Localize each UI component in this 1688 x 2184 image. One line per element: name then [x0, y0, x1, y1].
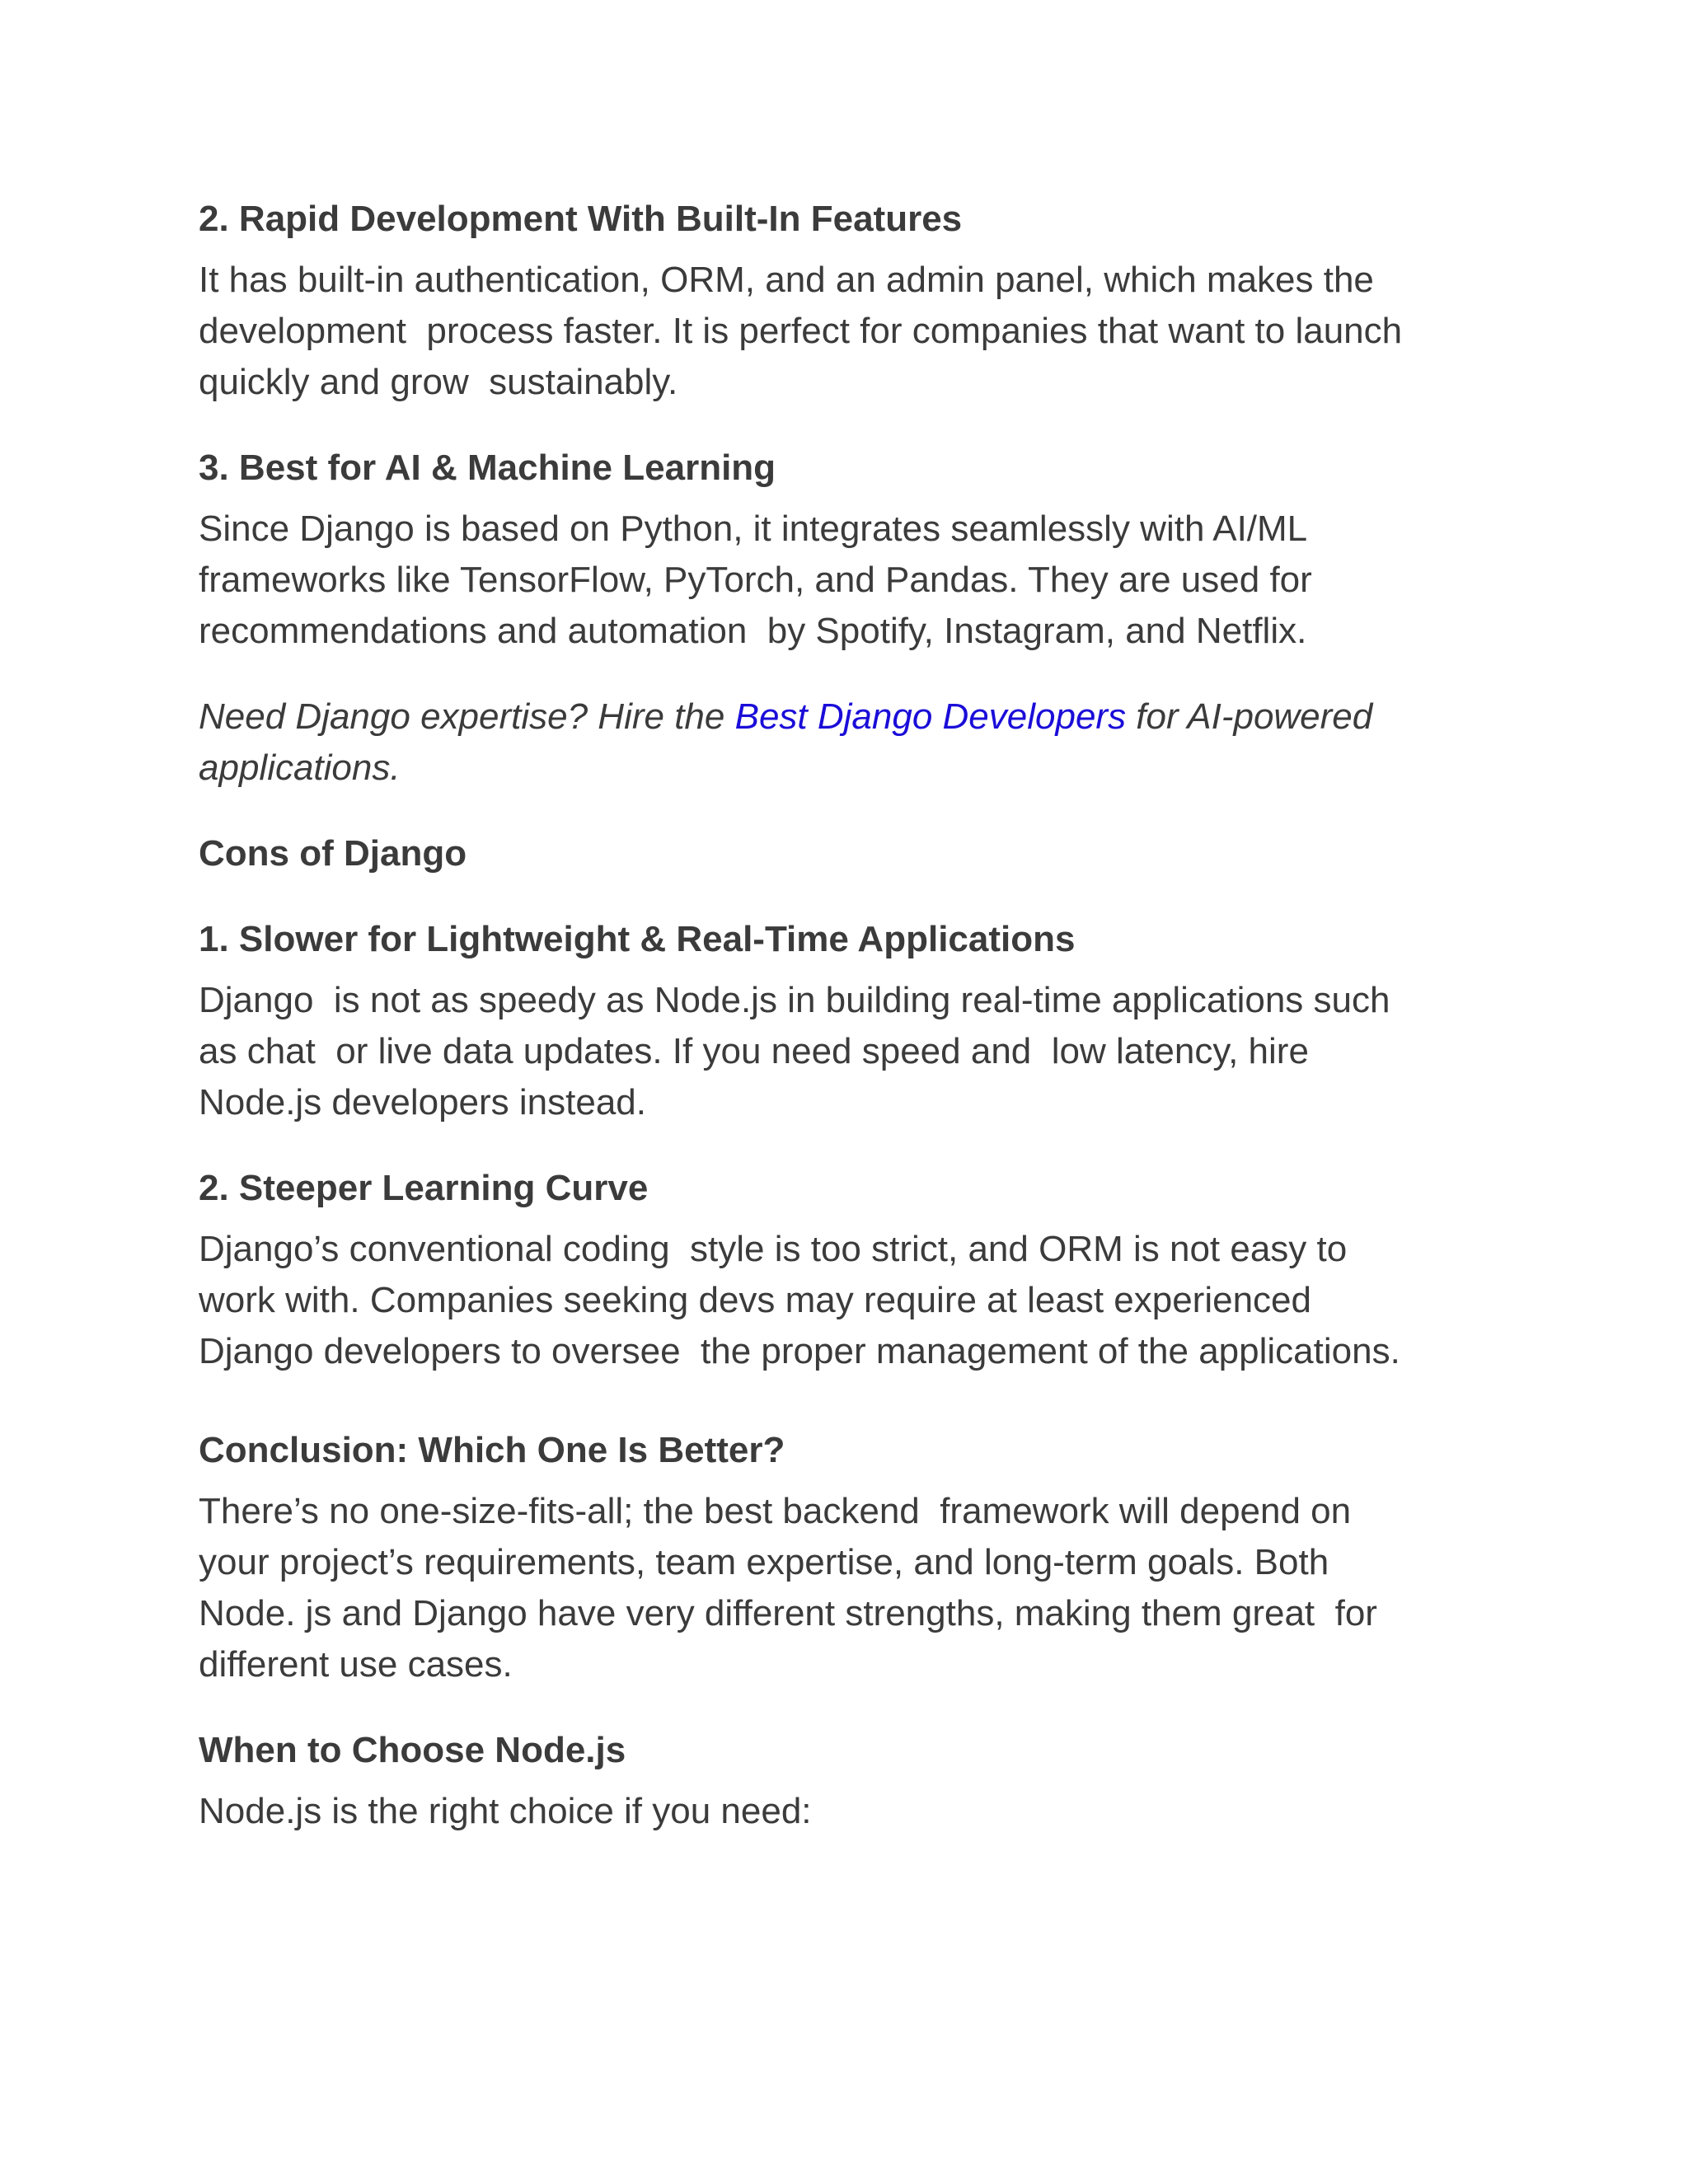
section-heading-slower: 1. Slower for Lightweight & Real-Time Applications — [199, 919, 1076, 959]
best-django-developers-link[interactable]: Best Django Developers — [734, 696, 1127, 737]
paragraph-line: Node.js developers instead. — [199, 1082, 646, 1122]
paragraph-line: frameworks like TensorFlow, PyTorch, and Pandas. They are used for — [199, 560, 1312, 600]
cta-text-after-link: for AI-powered — [1126, 696, 1373, 737]
paragraph-line: your project’s requirements, team expertise, and long-term goals. Both — [199, 1542, 1329, 1582]
cta-text-before-link: Need Django expertise? Hire the — [199, 696, 735, 737]
paragraph-line: as chat or live data updates. If you need speed and low latency, hire — [199, 1031, 1309, 1071]
paragraph-line: Since Django is based on Python, it integrates seamlessly with AI/ML — [199, 509, 1308, 549]
paragraph-line: Node. js and Django have very different strengths, making them great for — [199, 1593, 1377, 1633]
paragraph-line: recommendations and automation by Spotify, Instagram, and Netflix. — [199, 611, 1307, 651]
paragraph-line: development process faster. It is perfect for companies that want to launch — [199, 311, 1403, 351]
cta-line-2: applications. — [199, 748, 401, 788]
section-heading-conclusion: Conclusion: Which One Is Better? — [199, 1430, 785, 1470]
paragraph-line: There’s no one-size-fits-all; the best backend framework will depend on — [199, 1491, 1352, 1531]
section-heading-when-to-choose-nodejs: When to Choose Node.js — [199, 1730, 626, 1770]
paragraph-line: work with. Companies seeking devs may require at least experienced — [199, 1280, 1311, 1320]
cons-of-django-heading: Cons of Django — [199, 833, 467, 874]
document-page — [199, 194, 1493, 1837]
paragraph-line: It has built-in authentication, ORM, and an admin panel, which makes the — [199, 260, 1374, 300]
paragraph-line: different use cases. — [199, 1644, 513, 1685]
paragraph-line: Django is not as speedy as Node.js in building real-time applications such — [199, 980, 1390, 1020]
paragraph-line: Django developers to oversee the proper management of the applications. — [199, 1331, 1400, 1371]
section-heading-ai-ml: 3. Best for AI & Machine Learning — [199, 448, 776, 488]
paragraph-line: quickly and grow sustainably. — [199, 362, 678, 402]
section-heading-learning-curve: 2. Steeper Learning Curve — [199, 1168, 649, 1208]
paragraph-line: Django’s conventional coding style is too strict, and ORM is not easy to — [199, 1229, 1348, 1269]
section-heading-rapid-development: 2. Rapid Development With Built-In Features — [199, 199, 963, 239]
cta-line — [199, 691, 1493, 743]
paragraph-line: Node.js is the right choice if you need: — [199, 1791, 812, 1831]
